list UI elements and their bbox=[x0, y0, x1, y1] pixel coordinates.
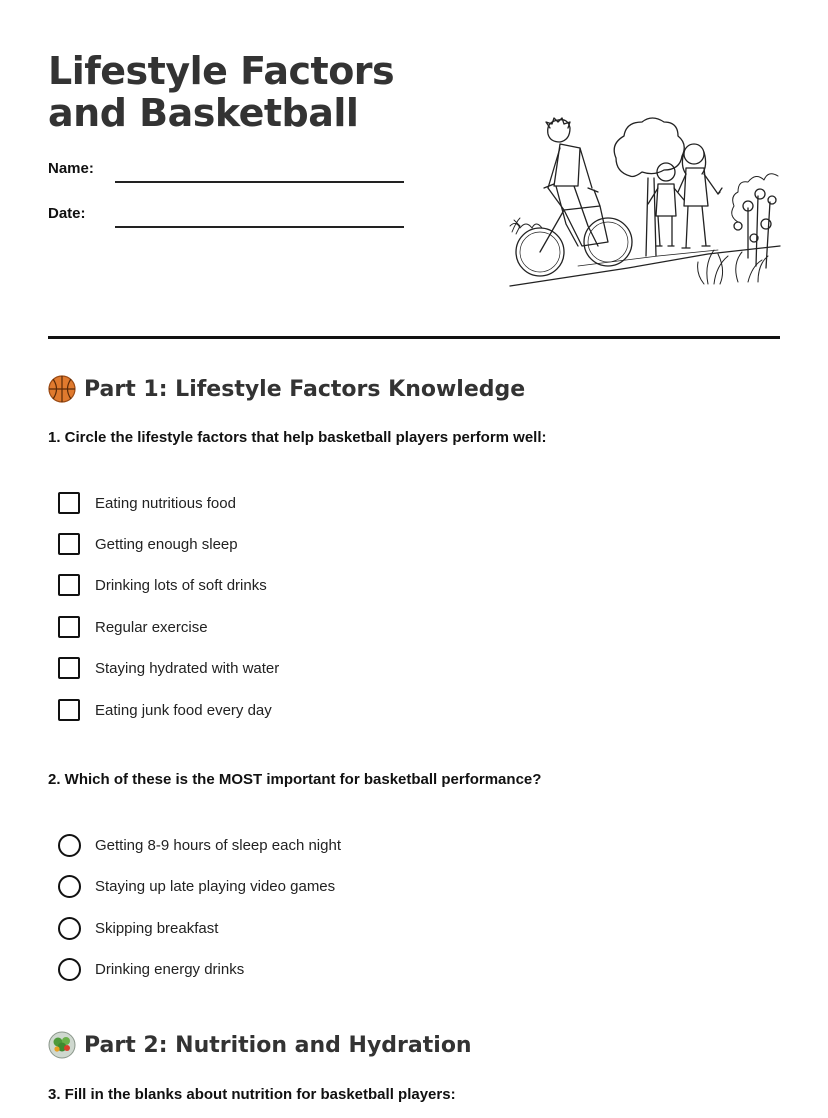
question-1: 1. Circle the lifestyle factors that help basketball players perform well: bbox=[48, 429, 547, 446]
checkbox[interactable] bbox=[58, 492, 80, 514]
part2-heading-text: Part 2: Nutrition and Hydration bbox=[84, 1032, 472, 1058]
date-blank-line[interactable] bbox=[115, 226, 404, 228]
option-label: Staying hydrated with water bbox=[95, 659, 280, 677]
q1-option[interactable] bbox=[58, 615, 208, 639]
part1-heading-text: Part 1: Lifestyle Factors Knowledge bbox=[84, 376, 526, 402]
question-3: 3. Fill in the blanks about nutrition for basketball players: bbox=[48, 1086, 456, 1103]
option-label: Staying up late playing video games bbox=[95, 877, 336, 895]
q1-option[interactable] bbox=[58, 532, 238, 556]
q2-option[interactable] bbox=[58, 916, 218, 940]
worksheet-title: Lifestyle Factors and Basketball bbox=[48, 49, 395, 135]
name-field[interactable] bbox=[48, 160, 408, 190]
option-label: Skipping breakfast bbox=[95, 919, 219, 937]
name-blank-line[interactable] bbox=[115, 181, 404, 183]
q2-option[interactable] bbox=[58, 833, 341, 857]
option-label: Drinking energy drinks bbox=[95, 960, 245, 978]
date-field[interactable] bbox=[48, 205, 408, 235]
radio-button[interactable] bbox=[58, 958, 81, 981]
q2-option[interactable] bbox=[58, 957, 244, 981]
part1-heading bbox=[48, 374, 525, 404]
checkbox[interactable] bbox=[58, 699, 80, 721]
q2-option[interactable] bbox=[58, 874, 335, 898]
q1-option[interactable] bbox=[58, 491, 236, 515]
option-label: Eating nutritious food bbox=[95, 494, 236, 512]
radio-button[interactable] bbox=[58, 875, 81, 898]
q1-option[interactable] bbox=[58, 573, 267, 597]
part2-heading bbox=[48, 1030, 472, 1060]
checkbox[interactable] bbox=[58, 533, 80, 555]
option-label: Regular exercise bbox=[95, 618, 208, 636]
question-2: 2. Which of these is the MOST important for basketball performance? bbox=[48, 771, 542, 788]
option-label: Eating junk food every day bbox=[95, 701, 272, 719]
salad-bowl-icon bbox=[48, 1031, 76, 1059]
checkbox[interactable] bbox=[58, 616, 80, 638]
radio-button[interactable] bbox=[58, 834, 81, 857]
q1-option[interactable] bbox=[58, 656, 279, 680]
option-label: Getting 8-9 hours of sleep each night bbox=[95, 836, 341, 854]
option-label: Getting enough sleep bbox=[95, 535, 238, 553]
checkbox[interactable] bbox=[58, 574, 80, 596]
option-label: Drinking lots of soft drinks bbox=[95, 576, 267, 594]
q1-option[interactable] bbox=[58, 698, 272, 722]
family-bike-park-illustration bbox=[508, 96, 782, 292]
name-label: Name: bbox=[48, 160, 94, 177]
radio-button[interactable] bbox=[58, 917, 81, 940]
checkbox[interactable] bbox=[58, 657, 80, 679]
section-divider bbox=[48, 336, 780, 339]
basketball-icon bbox=[48, 375, 76, 403]
date-label: Date: bbox=[48, 205, 86, 222]
